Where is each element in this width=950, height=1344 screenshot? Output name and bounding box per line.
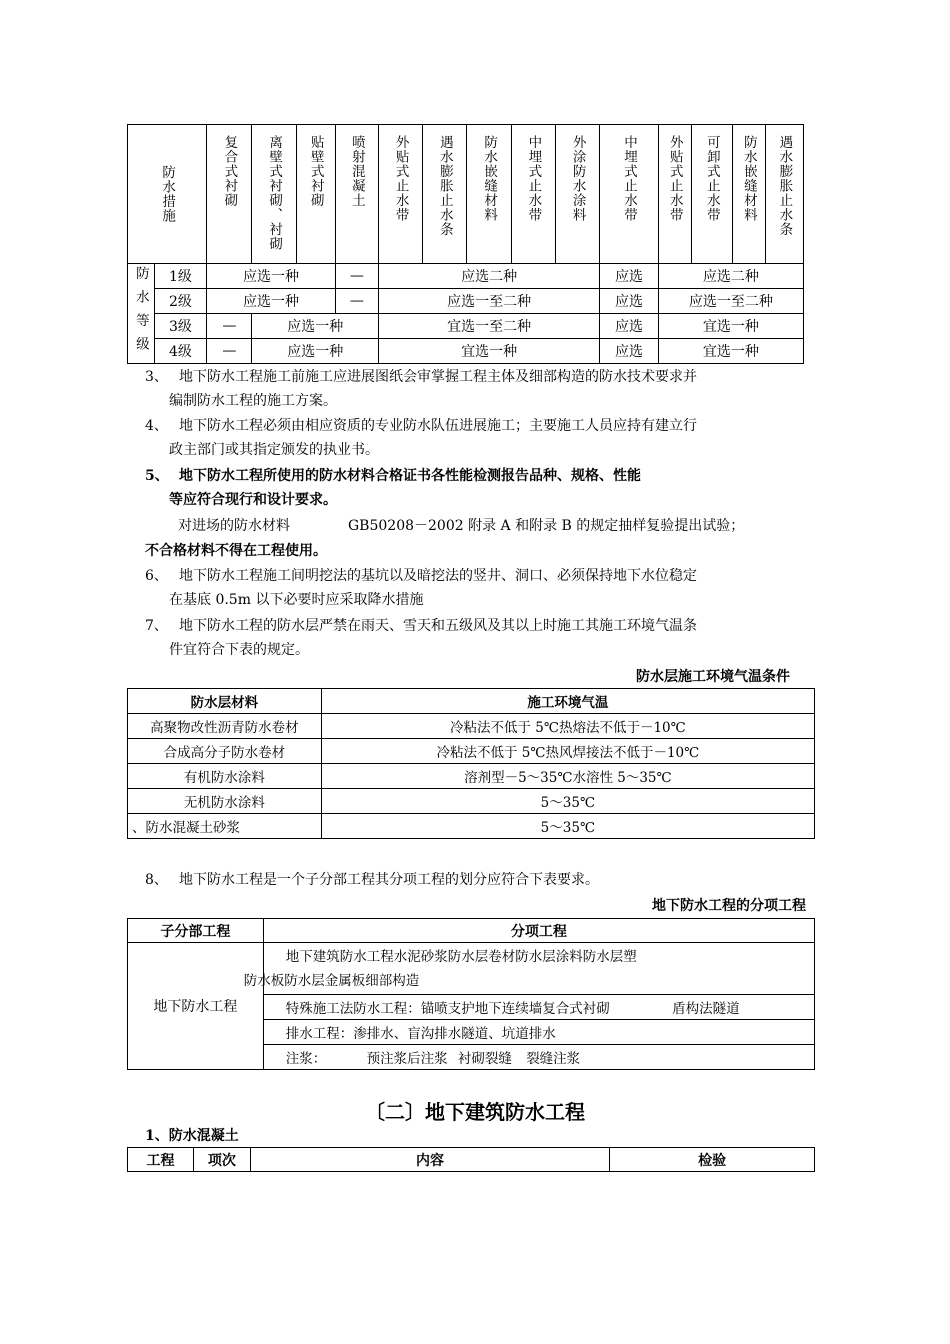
level-cell: 4级 bbox=[154, 338, 206, 363]
sub-project-cell: 地下防水工程 bbox=[128, 943, 264, 1070]
level-cell: 3级 bbox=[154, 313, 206, 338]
table-cell: 特殊施工法防水工程：锚喷支护地下连续墙复合式衬砌 盾构法隧道 bbox=[263, 995, 814, 1020]
table-cell: 应选一至二种 bbox=[379, 288, 600, 313]
table-cell: 应选一种 bbox=[207, 288, 336, 313]
col-header: 外涂防水涂料 bbox=[555, 125, 599, 264]
table-cell: 合成高分子防水卷材 bbox=[128, 739, 322, 764]
header-title-cell bbox=[128, 125, 207, 264]
inspection-table bbox=[127, 1147, 815, 1172]
table-header: 内容 bbox=[250, 1148, 609, 1172]
table-cell: 5～35℃ bbox=[321, 814, 814, 839]
col-header: 中埋式止水带 bbox=[600, 125, 659, 264]
table3-caption: 地下防水工程的分项工程 bbox=[652, 898, 806, 914]
paragraph-6: 6、 地下防水工程施工间明挖法的基坑以及暗挖法的竖井、洞口、必须保持地下水位稳定 在基底 0.5m 以下必要时应采取降水措施 bbox=[145, 568, 697, 608]
paragraph-5-line4: 不合格材料不得在工程使用。 bbox=[145, 543, 327, 559]
table-cell: — bbox=[335, 263, 378, 288]
table-header: 施工环境气温 bbox=[321, 689, 814, 714]
col-header: 外贴式止水带 bbox=[379, 125, 423, 264]
paragraph-4: 4、 地下防水工程必须由相应资质的专业防水队伍进展施工；主要施工人员应持有建立行 政主部门或其指定颁发的执业书。 bbox=[145, 418, 697, 458]
paragraph-5: 5、 地下防水工程所使用的防水材料合格证书各性能检测报告品种、规格、性能 等应符合现行和设计要求。 bbox=[145, 468, 641, 508]
table-header: 分项工程 bbox=[263, 919, 814, 943]
col-header: 离壁式衬砌、衬砌 bbox=[252, 125, 296, 264]
col-header: 遇水膨胀止水条 bbox=[423, 125, 467, 264]
table-cell: 应选 bbox=[600, 263, 659, 288]
paragraph-8: 8、 地下防水工程是一个子分部工程其分项工程的划分应符合下表要求。 bbox=[145, 872, 599, 888]
table-cell: 有机防水涂料 bbox=[128, 764, 322, 789]
table-cell: 应选一种 bbox=[252, 313, 379, 338]
table-cell: — bbox=[335, 288, 378, 313]
table-header: 子分部工程 bbox=[128, 919, 264, 943]
table-header: 项次 bbox=[193, 1148, 250, 1172]
table-cell: 应选一种 bbox=[207, 263, 336, 288]
col-header: 喷射混凝土 bbox=[335, 125, 378, 264]
table-cell: 冷粘法不低于 5℃热熔法不低于－10℃ bbox=[321, 714, 814, 739]
section-title: 〔二〕地下建筑防水工程 bbox=[365, 1100, 585, 1124]
table-cell: 宜选一种 bbox=[379, 338, 600, 363]
col-header: 外贴式止水带 bbox=[658, 125, 691, 264]
table-cell: — bbox=[207, 338, 252, 363]
table-cell: 排水工程：渗排水、盲沟排水隧道、坑道排水 bbox=[263, 1020, 814, 1045]
col-header: 可卸式止水带 bbox=[691, 125, 732, 264]
table2-caption: 防水层施工环境气温条件 bbox=[636, 669, 790, 685]
table-header: 工程 bbox=[128, 1148, 194, 1172]
table-cell: 应选二种 bbox=[379, 263, 600, 288]
table-cell: — bbox=[207, 313, 252, 338]
waterproof-measure-table bbox=[127, 124, 804, 364]
table-cell: 注浆： 预注浆后注浆 衬砌裂缝 裂缝注浆 bbox=[263, 1045, 814, 1070]
table-header: 防水层材料 bbox=[128, 689, 322, 714]
header-title: 防水措施 bbox=[159, 164, 176, 223]
table-cell: 宜选一种 bbox=[658, 313, 803, 338]
table-cell: 应选一种 bbox=[252, 338, 379, 363]
table-cell: 应选一至二种 bbox=[658, 288, 803, 313]
col-header: 中埋式止水带 bbox=[511, 125, 555, 264]
row-group-label: 防水等级 bbox=[132, 266, 149, 361]
table-cell: 地下建筑防水工程水泥砂浆防水层卷材防水层涂料防水层塑 防水板防水层金属板细部构造 bbox=[263, 943, 814, 995]
section-subtitle: 1、防水混凝土 bbox=[145, 1128, 239, 1144]
temperature-table bbox=[127, 688, 815, 839]
col-header: 防水嵌缝材料 bbox=[467, 125, 511, 264]
table-cell: 5～35℃ bbox=[321, 789, 814, 814]
table-cell: 、防水混凝土砂浆 bbox=[128, 814, 322, 839]
col-header: 遇水膨胀止水条 bbox=[765, 125, 803, 264]
paragraph-5-line3a: 对进场的防水材料 bbox=[178, 518, 290, 534]
table-cell: 宜选一种 bbox=[658, 338, 803, 363]
table-cell: 溶剂型－5～35℃水溶性 5～35℃ bbox=[321, 764, 814, 789]
table-cell: 应选 bbox=[600, 288, 659, 313]
paragraph-5-line3b: GB50208－2002 附录 A 和附录 B 的规定抽样复验提出试验； bbox=[348, 518, 745, 534]
col-header: 贴壁式衬砌 bbox=[296, 125, 335, 264]
sub-project-table bbox=[127, 918, 815, 1070]
paragraph-7: 7、 地下防水工程的防水层严禁在雨天、雪天和五级风及其以上时施工其施工环境气温条 件宜符合下表的规定。 bbox=[145, 618, 697, 658]
table-cell: 应选 bbox=[600, 338, 659, 363]
row-group-cell bbox=[128, 263, 155, 363]
table-cell: 冷粘法不低于 5℃热风焊接法不低于－10℃ bbox=[321, 739, 814, 764]
table-header: 检验 bbox=[610, 1148, 815, 1172]
table-cell: 应选二种 bbox=[658, 263, 803, 288]
table-cell: 无机防水涂料 bbox=[128, 789, 322, 814]
col-header: 复合式衬砌 bbox=[207, 125, 252, 264]
col-header: 防水嵌缝材料 bbox=[732, 125, 765, 264]
level-cell: 2级 bbox=[154, 288, 206, 313]
table-cell: 高聚物改性沥青防水卷材 bbox=[128, 714, 322, 739]
table-cell: 宜选一至二种 bbox=[379, 313, 600, 338]
table-cell: 应选 bbox=[600, 313, 659, 338]
level-cell: 1级 bbox=[154, 263, 206, 288]
paragraph-3: 3、 地下防水工程施工前施工应进展图纸会审掌握工程主体及细部构造的防水技术要求并 编制防水工程的施工方案。 bbox=[145, 369, 697, 409]
